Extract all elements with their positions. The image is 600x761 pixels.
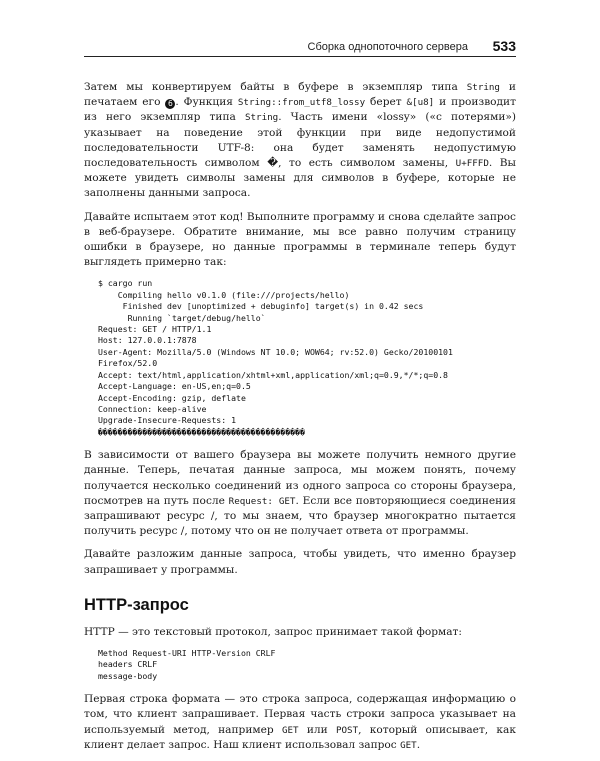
running-header	[84, 38, 516, 57]
inline-code: String	[244, 112, 279, 124]
inline-code: U+FFFD	[455, 158, 489, 170]
paragraph-6: Первая строка формата — это строка запроса, содержащая информацию о том, что клиент запрашивает. Первая часть строки запроса указывает на используемый метод, например GET или POST, который описывает, как клиент делает запрос. Наш клиент использовал запрос GET.	[84, 693, 516, 751]
chapter-title: Сборка однопоточного сервера	[307, 41, 468, 53]
paragraph-4: Давайте разложим данные запроса, чтобы увидеть, что именно браузер запрашивает у программы.	[84, 548, 516, 576]
paragraph-3: В зависимости от вашего браузера вы можете получить немного другие данные. Теперь, печатая данные запроса, мы можем понять, почему получается несколько соединений из одного запроса со стороны браузера, посмотрев на путь после Request: GET. Если все повторяющиеся соединения запрашивают ресурс /, то мы знаем, что браузер многократно пытается получить ресурс /, потому что он не получает ответа от программы.	[84, 449, 516, 538]
http-format-code-block: Method Request-URI HTTP-Version CRLF headers CRLF message-body	[98, 647, 276, 681]
inline-code: GET	[400, 739, 417, 751]
inline-code: String::from_utf8_lossy	[237, 97, 366, 109]
inline-code: GET	[281, 724, 299, 736]
replacement-char: �	[267, 157, 279, 170]
inline-code: Request: GET	[228, 495, 296, 507]
page-body	[84, 80, 516, 761]
terminal-output-code-block: $ cargo run Compiling hello v0.1.0 (file:///projects/hello) Finished dev [unoptimized + debuginfo] target(s) in 0.42 secs Running `target/debug/hello` Request: GET / HTTP/1.1 Host: 127.0.0.1:7878 User-Agent: Mozilla/5.0 (Windows NT 10.0; WOW64; rv:52.0) Gecko/20100101 Firefox/52.0 Accept: text/html,application/xhtml+xml,application/xml;q=0.9,*/*;q=0.8 Accept-Language: en-US,en;q=0.5 Accept-Encoding: gzip, deflate Connection: keep-alive Upgrade-Insecure-Requests: 1 ������������������������������������������	[98, 278, 453, 437]
paragraph-5: HTTP — это текстовый протокол, запрос принимает такой формат:	[84, 625, 462, 638]
inline-code: POST	[335, 724, 359, 736]
page-number: 533	[492, 38, 516, 54]
section-heading: HTTP-запрос	[84, 595, 189, 614]
inline-code: &[u8]	[406, 97, 435, 109]
inline-code: String	[466, 82, 500, 93]
callout-marker-icon: 6	[165, 99, 175, 109]
paragraph-2: Давайте испытаем этот код! Выполните программу и снова сделайте запрос в веб-браузере. Обратите внимание, мы все равно получим страницу ошибки в браузере, но данные программы в терминале теперь будут выглядеть примерно так:	[84, 210, 516, 269]
paragraph-1: Затем мы конвертируем байты в буфере в экземпляр типа String и печатаем его 6 . Функция String::from_utf8_lossy берет &[u8] и производит из него экземпляр типа String. Часть имени «lossy» («с потерями») указывает на поведение этой функции при виде недопустимой последовательности UTF-8: она будет заменять недопустимую последовательность символом �, то есть символом замены, U+FFFD. Вы можете увидеть символы замены для символов в буфере, которые не заполнены данными запроса.	[84, 81, 517, 200]
